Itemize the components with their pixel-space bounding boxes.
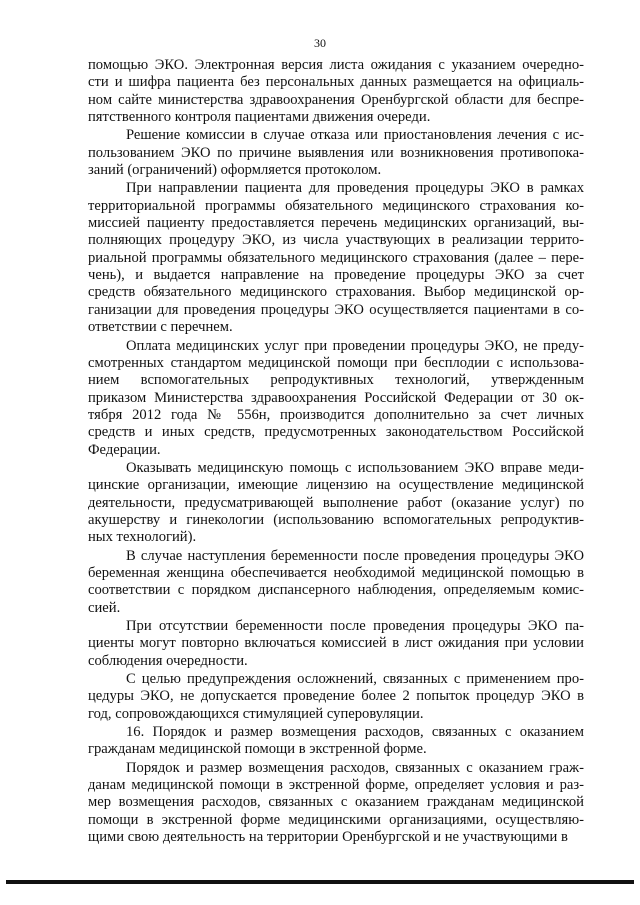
text-line: щими свою деятельность на территории Оренбургской и не участвующими в [88,829,568,846]
text-line: Оплата медицинских услуг при проведении процедуры ЭКО, не преду- [126,337,584,354]
text-line: год, сопровождающихся стимуляцией суперовуляции. [88,705,424,722]
text-line: Федерации. [88,441,161,458]
text-line: ных технологий). [88,529,197,546]
text-line: Оказывать медицинскую помощь с использованием ЭКО вправе меди- [126,459,584,476]
text-line: гражданам медицинской помощи в экстренной форме. [88,741,427,758]
bottom-border-line [6,880,634,884]
paragraph [88,180,584,336]
text-line: полняющих процедуру ЭКО, из числа участвующих в реализации террито- [88,232,584,249]
text-line: чень), и выдается направление на проведение процедуры ЭКО за счет [88,267,584,284]
text-line: сией. [88,599,121,616]
paragraph [88,127,584,179]
text-line: сти и шифра пациента без персональных данных размещается на официаль- [88,74,584,91]
text-line: ном сайте министерства здравоохранения Оренбургской области для беспре- [88,91,584,108]
text-line: ответствии с перечнем. [88,319,233,336]
text-line: цедуры ЭКО, не допускается проведение более 2 попыток процедур ЭКО в [88,688,584,705]
text-line: 16. Порядок и размер возмещения расходов, связанных с оказанием [126,724,584,741]
document-body [88,57,584,846]
paragraph [88,338,584,459]
text-line: смотренных стандартом медицинской помощи при бесплодии с использова- [88,354,584,371]
text-line: При направлении пациента для проведения процедуры ЭКО в рамках [126,180,584,197]
text-line: нием вспомогательных репродуктивных технологий, утвержденным [88,372,584,389]
text-line: соблюдения очередности. [88,652,248,669]
text-line: циенты могут повторно включаться комиссией в лист ожидания при условии [88,635,584,652]
text-line: беременная женщина обеспечивается необходимой медицинской помощью в [88,564,584,581]
text-line: помощи в экстренной форме медицинскими организациями, осуществляю- [88,811,584,828]
text-line: данам медицинской помощи в экстренной форме, определяет условия и раз- [88,777,584,794]
text-line: тября 2012 года № 556н, производится дополнительно за счет личных [88,406,584,423]
paragraph [88,618,584,670]
text-line: риальной программы обязательного медицинского страхования (далее – пере- [88,249,584,266]
paragraph [88,460,584,547]
text-line: соответствии с порядком диспансерного наблюдения, определяемым комис- [88,582,584,599]
text-line: Решение комиссии в случае отказа или приостановления лечения с ис- [126,127,584,144]
text-line: деятельности, предусматривающей выполнение работ (оказание услуг) по [88,494,584,511]
text-line: средств и иных средств, предусмотренных законодательством Российской [88,424,584,441]
text-line: С целью предупреждения осложнений, связанных с применением про- [126,671,584,688]
text-line: помощью ЭКО. Электронная версия листа ожидания с указанием очередно- [88,57,584,73]
text-line: пятственного контроля пациентами движения очереди. [88,109,431,126]
text-line: миссией пациенту предоставляется перечень медицинских организаций, вы- [88,215,584,232]
text-line: ганизации для проведения процедуры ЭКО осуществляется пациентами в со- [88,301,584,318]
text-line: мер возмещения расходов, связанных с оказанием гражданам медицинской [88,794,584,811]
text-line: цинские организации, имеющие лицензию на осуществление медицинской [88,477,584,494]
text-line: пользованием ЭКО по причине выявления или возникновения противопока- [88,144,584,161]
text-line: акушерству и гинекологии (использованию вспомогательных репродуктив- [88,511,584,528]
paragraph [88,671,584,723]
text-line: территориальной программы обязательного медицинского страхования ко- [88,197,584,214]
text-line: средств обязательного медицинского страхования. Выбор медицинской ор- [88,284,584,301]
text-line: При отсутствии беременности после проведения процедуры ЭКО па- [126,618,584,634]
paragraph [88,760,584,847]
text-line: Порядок и размер возмещения расходов, связанных с оказанием граж- [126,759,584,776]
paragraph [88,548,584,617]
text-line: заний (ограничений) оформляется протоколом. [88,162,382,179]
text-line: приказом Министерства здравоохранения Российской Федерации от 30 ок- [88,389,584,406]
text-line: В случае наступления беременности после проведения процедуры ЭКО [126,547,584,564]
paragraph [88,724,584,759]
paragraph [88,57,584,126]
page-number: 30 [314,36,326,50]
